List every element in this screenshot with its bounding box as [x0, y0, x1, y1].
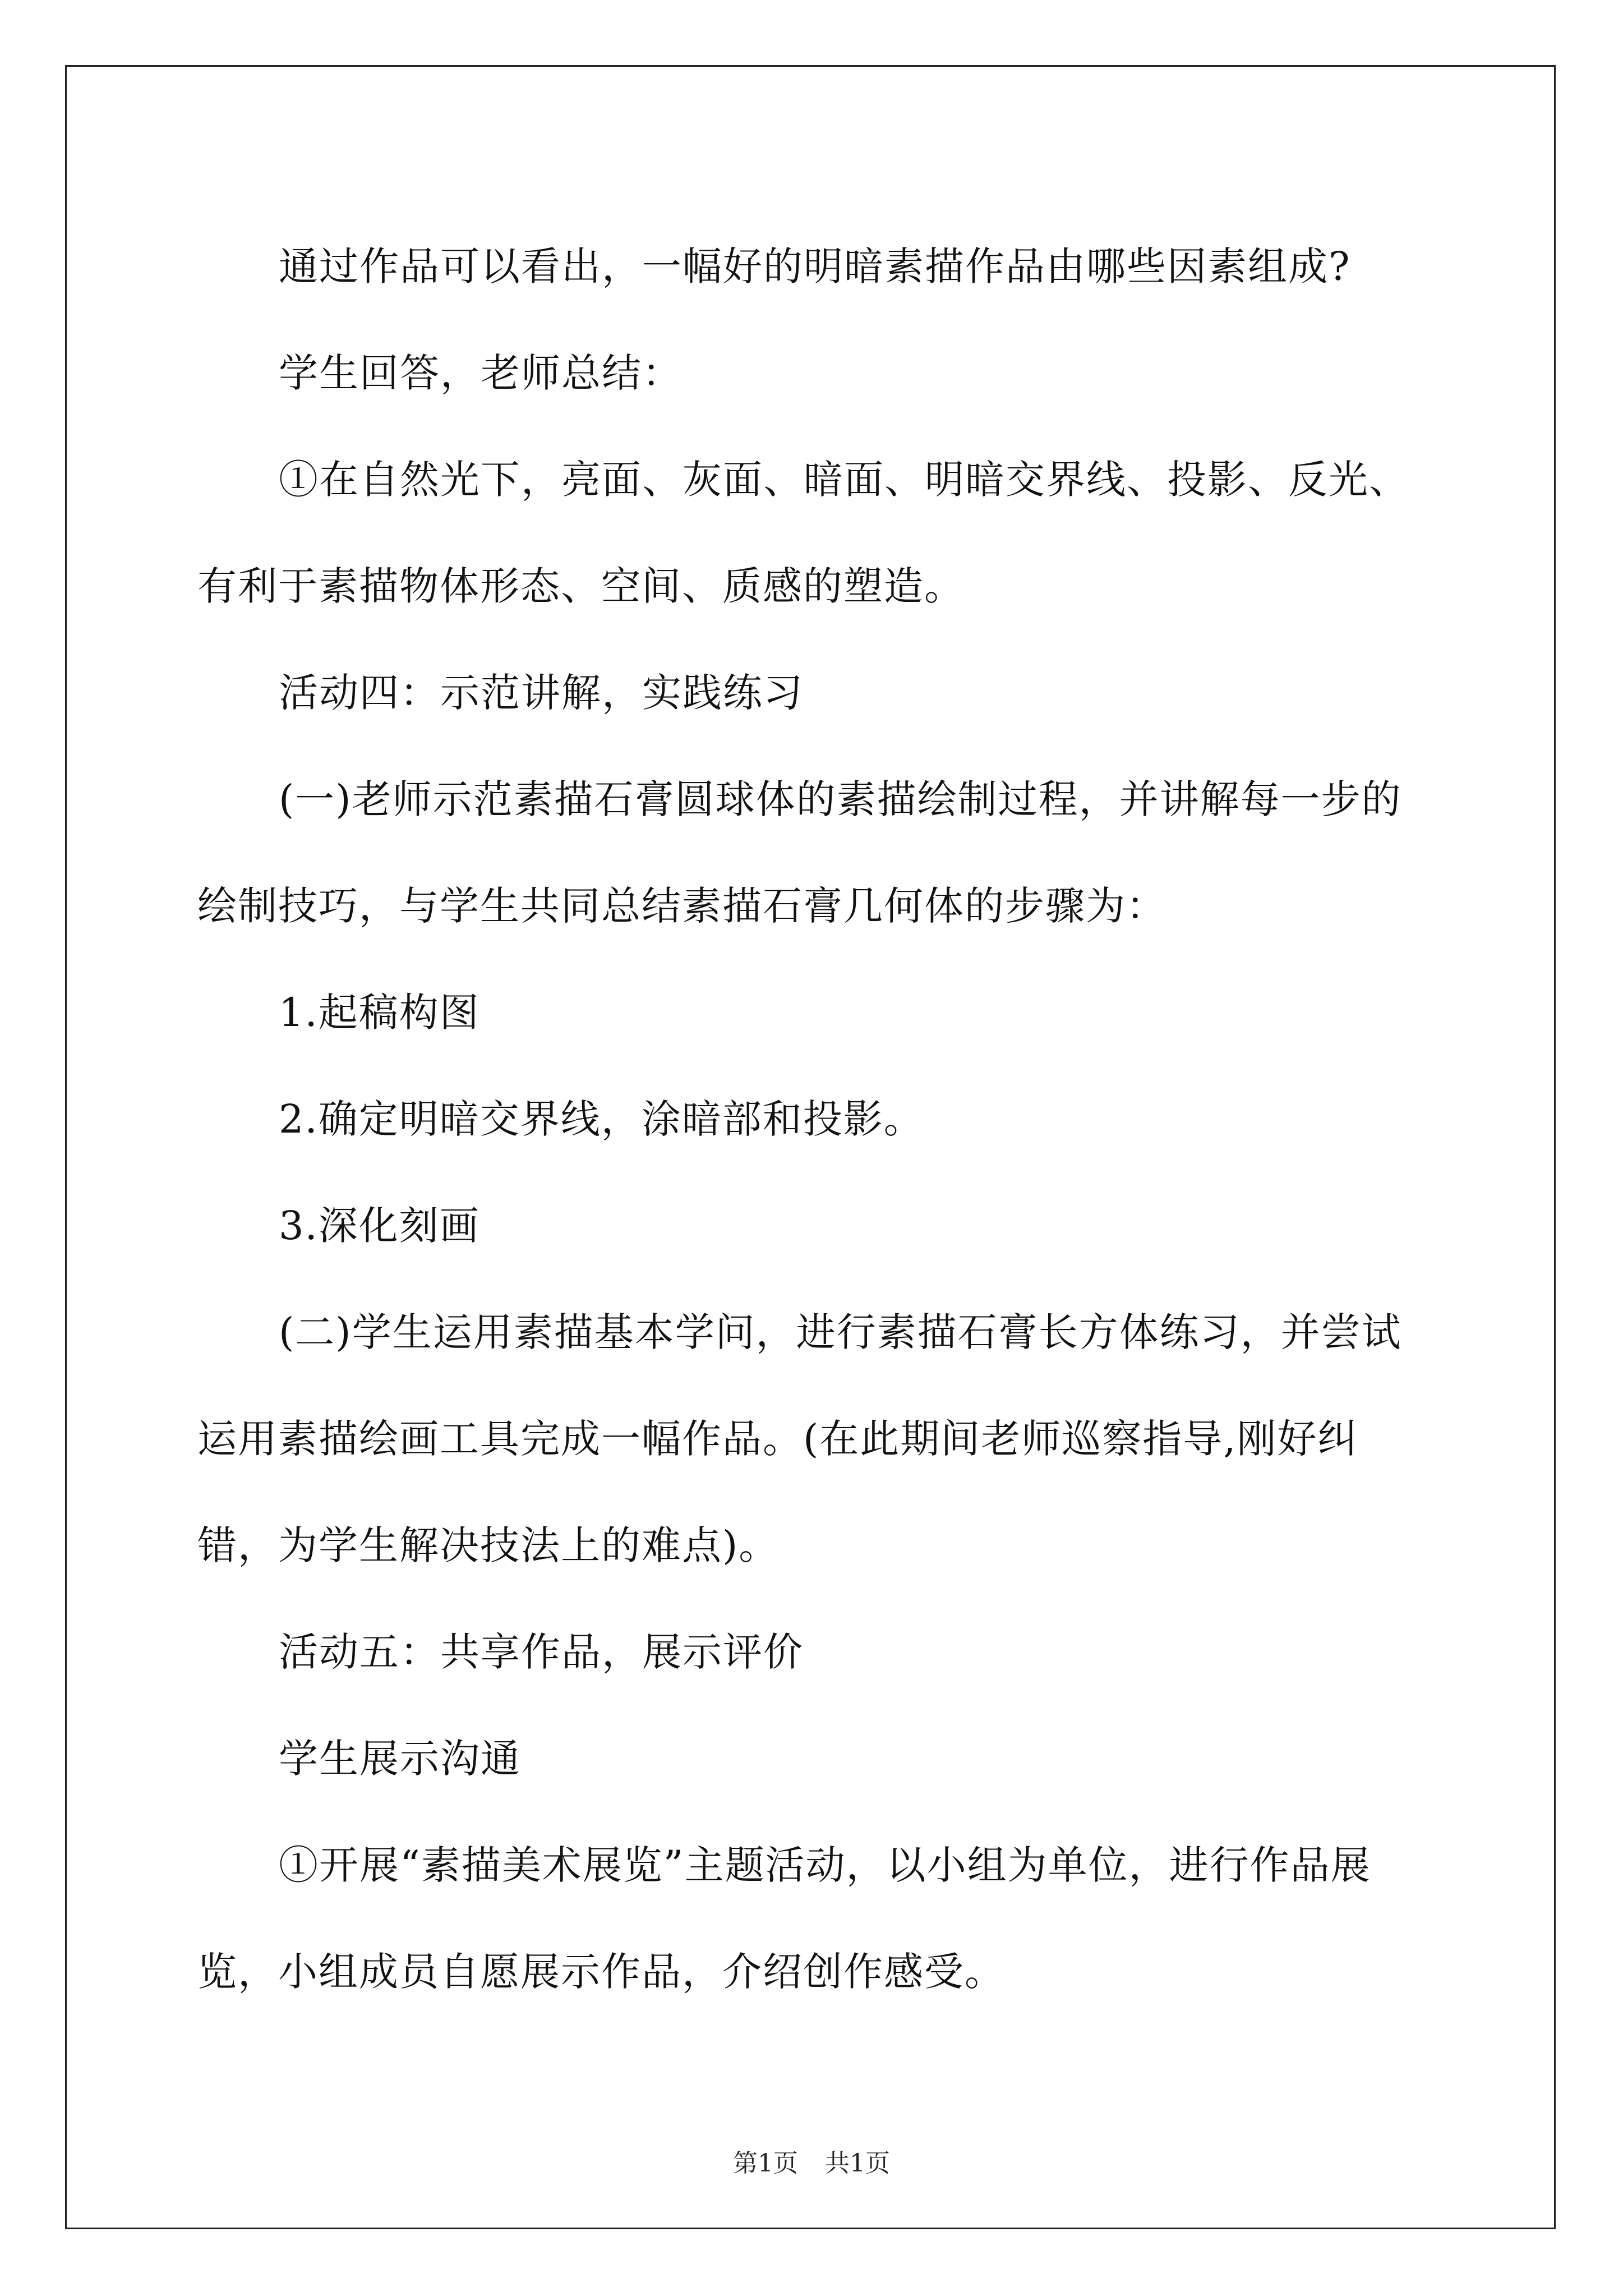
page-total: 共1页 [825, 2149, 890, 2178]
paragraph: 学生回答，老师总结： [279, 350, 683, 396]
paragraph: 学生展示沟通 [279, 1736, 521, 1782]
step-item: 2.确定明暗交界线，涂暗部和投影。 [279, 1096, 924, 1142]
paragraph: ①开展“素描美术展览”主题活动，以小组为单位，进行作品展览，小组成员自愿展示作品，介绍创作感受。 [197, 1842, 1371, 1995]
page-footer [0, 2143, 1623, 2179]
step-item: 3.深化刻画 [279, 1203, 480, 1249]
step-item: 1.起稿构图 [279, 990, 480, 1036]
paragraph: 通过作品可以看出，一幅好的明暗素描作品由哪些因素组成? [279, 243, 1351, 289]
paragraph: ①在自然光下，亮面、灰面、暗面、明暗交界线、投影、反光、有利于素描物体形态、空间、质感的塑造。 [197, 457, 1409, 609]
paragraph: (二)学生运用素描基本学问，进行素描石膏长方体练习，并尝试运用素描绘画工具完成一幅作品。(在此期间老师巡察指导,刚好纠错，为学生解决技法上的难点)。 [197, 1309, 1402, 1568]
paragraph: (一)老师示范素描石膏圆球体的素描绘制过程，并讲解每一步的绘制技巧，与学生共同总结素描石膏几何体的步骤为： [197, 776, 1402, 929]
section-heading: 活动五：共享作品，展示评价 [279, 1629, 804, 1675]
page-number: 第1页 [733, 2149, 798, 2178]
document-body [197, 213, 1431, 2025]
section-heading: 活动四：示范讲解，实践练习 [279, 670, 804, 716]
